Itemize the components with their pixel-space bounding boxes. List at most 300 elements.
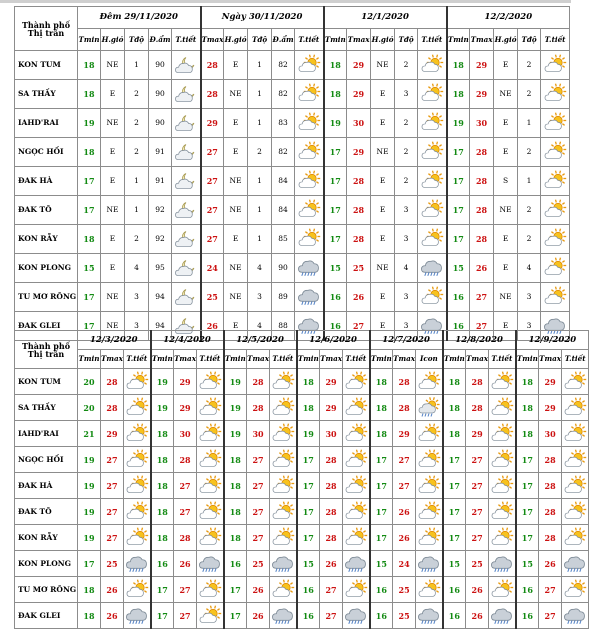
- wind-direction: NE: [224, 196, 248, 225]
- tmin-value: 17: [443, 447, 466, 473]
- humidity-value: 92: [149, 196, 172, 225]
- tmax-value: 27: [201, 167, 224, 196]
- partly-sunny-icon: [489, 581, 515, 599]
- tmax-value: 26: [247, 603, 270, 629]
- tmax-value: 28: [347, 167, 371, 196]
- weather-icon-cell: [197, 395, 224, 421]
- weather-icon-cell: [295, 254, 324, 283]
- partly-sunny-icon: [270, 503, 296, 521]
- tmin-value: 16: [297, 577, 320, 603]
- wind-speed: 4: [248, 312, 272, 341]
- tmin-value: 19: [151, 395, 174, 421]
- rain-cloud-icon: [343, 607, 369, 625]
- tmax-value: 28: [393, 369, 416, 395]
- tmin-value: 18: [151, 525, 174, 551]
- tmax-value: 28: [247, 395, 270, 421]
- weather-icon-cell: [541, 80, 570, 109]
- partly-sunny-icon: [489, 451, 515, 469]
- weather-icon-cell: [489, 603, 516, 629]
- partly-sunny-icon: [197, 451, 223, 469]
- tmin-value: 17: [324, 167, 347, 196]
- partly-sunny-icon: [197, 581, 223, 599]
- rain-cloud-icon: [489, 607, 515, 625]
- wind-direction: NE: [224, 283, 248, 312]
- tmin-value: 17: [447, 167, 470, 196]
- tmax-value: 28: [174, 447, 197, 473]
- wind-speed: 3: [395, 196, 418, 225]
- tmin-value: 18: [516, 395, 539, 421]
- tmax-value: 27: [466, 525, 489, 551]
- tmin-value: 17: [447, 225, 470, 254]
- partly-sunny-icon: [562, 451, 588, 469]
- city-name: ĐAK TÔ: [15, 499, 78, 525]
- weather-icon-cell: [295, 51, 324, 80]
- column-header: Tmin: [516, 350, 539, 369]
- tmin-value: 19: [78, 525, 101, 551]
- wind-speed: 2: [248, 138, 272, 167]
- weather-icon-cell: [562, 369, 589, 395]
- weather-icon-cell: [562, 577, 589, 603]
- weather-icon-cell: [562, 421, 589, 447]
- tmax-value: 28: [393, 395, 416, 421]
- wind-speed: 3: [125, 283, 149, 312]
- partly-sunny-icon: [418, 288, 446, 306]
- wind-direction: E: [371, 312, 395, 341]
- weather-icon-cell: [416, 447, 443, 473]
- partly-sunny-icon: [197, 607, 223, 625]
- weather-icon-cell: [124, 499, 151, 525]
- partly-sunny-icon: [124, 399, 150, 417]
- tmax-value: 27: [320, 603, 343, 629]
- table-row: [15, 577, 589, 603]
- wind-direction: NE: [224, 254, 248, 283]
- wind-direction: NE: [494, 283, 518, 312]
- weather-icon-cell: [343, 551, 370, 577]
- tmin-value: 17: [78, 283, 101, 312]
- tmax-value: 28: [320, 525, 343, 551]
- tmax-value: 26: [201, 312, 224, 341]
- tmin-value: 16: [224, 551, 247, 577]
- group-date-header: 12/9/2020: [516, 331, 589, 350]
- weather-icon-cell: [562, 447, 589, 473]
- tmax-value: 27: [393, 447, 416, 473]
- weather-icon-cell: [124, 369, 151, 395]
- partly-sunny-icon: [270, 581, 296, 599]
- tmin-value: 19: [78, 109, 101, 138]
- tmin-value: 15: [78, 254, 101, 283]
- column-header: Tmin: [370, 350, 393, 369]
- tmax-value: 28: [201, 51, 224, 80]
- tmin-value: 17: [370, 447, 393, 473]
- tmax-value: 25: [393, 577, 416, 603]
- wind-direction: E: [371, 109, 395, 138]
- humidity-value: 89: [272, 283, 295, 312]
- wind-direction: E: [371, 283, 395, 312]
- wind-direction: NE: [224, 80, 248, 109]
- top-border: [0, 0, 571, 3]
- forecast-table-2: [14, 330, 589, 629]
- tmax-value: 28: [466, 369, 489, 395]
- partly-sunny-icon: [541, 172, 569, 190]
- partly-sunny-icon: [343, 373, 369, 391]
- tmax-value: 27: [247, 447, 270, 473]
- partly-sunny-icon: [124, 529, 150, 547]
- tmin-value: 19: [224, 421, 247, 447]
- column-header: Tmax: [201, 29, 224, 51]
- tmin-value: 19: [78, 499, 101, 525]
- tmin-value: 19: [324, 109, 347, 138]
- weather-icon-cell: [489, 395, 516, 421]
- city-name: KON TUM: [15, 51, 78, 80]
- tmax-value: 27: [466, 473, 489, 499]
- humidity-value: 90: [149, 80, 172, 109]
- wind-speed: 3: [248, 283, 272, 312]
- partly-sunny-icon: [197, 529, 223, 547]
- table-row: [15, 447, 589, 473]
- tmin-value: 21: [78, 421, 101, 447]
- weather-icon-cell: [489, 447, 516, 473]
- tmin-value: 17: [324, 225, 347, 254]
- weather-icon-cell: [270, 525, 297, 551]
- partly-sunny-icon: [418, 85, 446, 103]
- weather-icon-cell: [418, 225, 447, 254]
- weather-icon-cell: [418, 109, 447, 138]
- tmax-value: 28: [320, 447, 343, 473]
- table-row: [15, 138, 570, 167]
- tmin-value: 17: [370, 473, 393, 499]
- tmax-value: 30: [347, 109, 371, 138]
- weather-icon-cell: [295, 225, 324, 254]
- column-header: Tmax: [393, 350, 416, 369]
- weather-icon-cell: [416, 395, 443, 421]
- wind-direction: E: [494, 51, 518, 80]
- rain-cloud-icon: [489, 555, 515, 573]
- weather-icon-cell: [418, 138, 447, 167]
- weather-icon-cell: [541, 51, 570, 80]
- weather-icon-cell: [489, 473, 516, 499]
- partly-sunny-icon: [124, 477, 150, 495]
- tmin-value: 16: [447, 283, 470, 312]
- weather-icon-cell: [295, 283, 324, 312]
- tmin-value: 16: [297, 603, 320, 629]
- city-name: KON RẪY: [15, 225, 78, 254]
- humidity-value: 84: [272, 167, 295, 196]
- partly-sunny-icon: [418, 143, 446, 161]
- tmax-value: 30: [470, 109, 494, 138]
- wind-speed: 4: [518, 254, 541, 283]
- partly-sunny-icon: [541, 201, 569, 219]
- group-date-header: Ngày 30/11/2020: [201, 7, 324, 29]
- wind-speed: 2: [518, 138, 541, 167]
- partly-sunny-icon: [197, 477, 223, 495]
- tmin-value: 15: [324, 254, 347, 283]
- weather-icon-cell: [295, 167, 324, 196]
- partly-sunny-icon: [295, 114, 323, 132]
- weather-icon-cell: [124, 525, 151, 551]
- partly-sunny-icon: [343, 477, 369, 495]
- rain-cloud-icon: [124, 607, 150, 625]
- tmax-value: 26: [101, 603, 124, 629]
- tmin-value: 17: [297, 473, 320, 499]
- weather-icon-cell: [489, 525, 516, 551]
- partly-sunny-icon: [197, 373, 223, 391]
- humidity-value: 82: [272, 51, 295, 80]
- table-row: [15, 51, 570, 80]
- tmin-value: 17: [370, 499, 393, 525]
- partly-sunny-icon: [416, 503, 442, 521]
- tmax-value: 27: [347, 312, 371, 341]
- group-date-header: 12/5/2020: [224, 331, 297, 350]
- wind-direction: E: [224, 312, 248, 341]
- wind-direction: E: [224, 138, 248, 167]
- tmax-value: 28: [539, 447, 562, 473]
- tmax-value: 25: [347, 254, 371, 283]
- group-date-header: Đêm 29/11/2020: [78, 7, 201, 29]
- tmin-value: 17: [516, 525, 539, 551]
- weather-icon-cell: [197, 603, 224, 629]
- partly-sunny-icon: [124, 451, 150, 469]
- tmin-value: 18: [151, 473, 174, 499]
- tmin-value: 16: [370, 577, 393, 603]
- tmin-value: 17: [78, 167, 101, 196]
- column-header: Tmax: [101, 350, 124, 369]
- wind-speed: 3: [518, 283, 541, 312]
- wind-speed: 1: [248, 196, 272, 225]
- tmax-value: 28: [347, 196, 371, 225]
- weather-icon-cell: [416, 421, 443, 447]
- tmax-value: 28: [174, 525, 197, 551]
- group-date-header: 12/7/2020: [370, 331, 443, 350]
- weather-icon-cell: [172, 138, 201, 167]
- weather-icon-cell: [172, 196, 201, 225]
- tmin-value: 17: [151, 603, 174, 629]
- humidity-value: 82: [272, 138, 295, 167]
- tmax-value: 28: [201, 80, 224, 109]
- partly-sunny-icon: [489, 503, 515, 521]
- city-name: TU MƠ RÔNG: [15, 577, 78, 603]
- tmax-value: 25: [201, 283, 224, 312]
- tmax-value: 26: [470, 254, 494, 283]
- rain-cloud-icon: [124, 555, 150, 573]
- tmin-value: 17: [297, 447, 320, 473]
- city-name: ĐAK GLEI: [15, 312, 78, 341]
- partly-sunny-icon: [541, 114, 569, 132]
- wind-direction: E: [371, 80, 395, 109]
- partly-sunny-icon: [541, 288, 569, 306]
- tmax-value: 30: [174, 421, 197, 447]
- tmin-value: 16: [324, 312, 347, 341]
- weather-icon-cell: [270, 447, 297, 473]
- weather-icon-cell: [416, 499, 443, 525]
- wind-direction: E: [224, 109, 248, 138]
- weather-icon-cell: [416, 551, 443, 577]
- humidity-value: 92: [149, 225, 172, 254]
- weather-icon-cell: [124, 603, 151, 629]
- partly-sunny-icon: [562, 373, 588, 391]
- partly-sunny-icon: [541, 230, 569, 248]
- partly-sunny-icon: [343, 529, 369, 547]
- tmin-value: 16: [151, 551, 174, 577]
- sun-shower-icon: [416, 399, 442, 417]
- weather-icon-cell: [270, 421, 297, 447]
- partly-sunny-icon: [489, 529, 515, 547]
- group-date-header: 12/1/2020: [324, 7, 447, 29]
- tmin-value: 15: [447, 254, 470, 283]
- weather-icon-cell: [343, 421, 370, 447]
- column-header: Tmax: [539, 350, 562, 369]
- tmin-value: 18: [151, 421, 174, 447]
- tmin-value: 17: [447, 138, 470, 167]
- partly-sunny-icon: [295, 85, 323, 103]
- wind-speed: 1: [518, 109, 541, 138]
- wind-speed: 3: [395, 225, 418, 254]
- city-name: IAHD'RAI: [15, 109, 78, 138]
- partly-sunny-icon: [343, 425, 369, 443]
- weather-icon-cell: [124, 447, 151, 473]
- tmax-value: 28: [320, 473, 343, 499]
- wind-direction: NE: [101, 51, 125, 80]
- partly-sunny-icon: [541, 85, 569, 103]
- weather-icon-cell: [541, 109, 570, 138]
- table-row: [15, 499, 589, 525]
- weather-icon-cell: [418, 283, 447, 312]
- wind-direction: E: [494, 254, 518, 283]
- weather-icon-cell: [489, 551, 516, 577]
- table-row: [15, 196, 570, 225]
- tmax-value: 27: [247, 473, 270, 499]
- tmin-value: 17: [151, 577, 174, 603]
- weather-icon-cell: [489, 369, 516, 395]
- weather-icon-cell: [416, 369, 443, 395]
- partly-sunny-icon: [416, 529, 442, 547]
- column-header: Tmin: [447, 29, 470, 51]
- tmin-value: 18: [151, 499, 174, 525]
- partly-sunny-icon: [489, 425, 515, 443]
- weather-icon-cell: [418, 80, 447, 109]
- column-header: Tmax: [466, 350, 489, 369]
- partly-sunny-icon: [343, 581, 369, 599]
- weather-icon-cell: [270, 369, 297, 395]
- weather-icon-cell: [489, 421, 516, 447]
- column-header: Tmin: [297, 350, 320, 369]
- tmin-value: 18: [224, 525, 247, 551]
- partly-sunny-icon: [541, 56, 569, 74]
- city-name: ĐAK HÀ: [15, 473, 78, 499]
- humidity-value: 83: [272, 109, 295, 138]
- weather-icon-cell: [343, 369, 370, 395]
- column-header: Tmin: [224, 350, 247, 369]
- wind-speed: 1: [518, 167, 541, 196]
- weather-icon-cell: [343, 577, 370, 603]
- partly-sunny-icon: [343, 503, 369, 521]
- weather-icon-cell: [124, 473, 151, 499]
- partly-sunny-icon: [418, 172, 446, 190]
- weather-icon-cell: [172, 283, 201, 312]
- group-date-header: 12/4/2020: [151, 331, 224, 350]
- tmin-value: 18: [151, 447, 174, 473]
- moon-cloud-icon: [172, 172, 200, 190]
- tmax-value: 28: [466, 395, 489, 421]
- tmin-value: 19: [297, 421, 320, 447]
- table-row: [15, 254, 570, 283]
- tmin-value: 15: [370, 551, 393, 577]
- group-date-header: 12/3/2020: [78, 331, 151, 350]
- wind-speed: 2: [395, 167, 418, 196]
- weather-icon-cell: [562, 473, 589, 499]
- weather-icon-cell: [541, 138, 570, 167]
- partly-sunny-icon: [416, 425, 442, 443]
- partly-sunny-icon: [416, 477, 442, 495]
- tmin-value: 17: [443, 499, 466, 525]
- tmax-value: 26: [539, 551, 562, 577]
- partly-sunny-icon: [295, 201, 323, 219]
- tmin-value: 18: [78, 577, 101, 603]
- weather-icon-cell: [270, 395, 297, 421]
- weather-icon-cell: [343, 525, 370, 551]
- group-date-header: 12/8/2020: [443, 331, 516, 350]
- tmin-value: 19: [447, 109, 470, 138]
- tmin-value: 20: [78, 369, 101, 395]
- humidity-value: 85: [272, 225, 295, 254]
- tmin-value: 18: [78, 138, 101, 167]
- city-name: ĐAK GLEI: [15, 603, 78, 629]
- partly-sunny-icon: [541, 143, 569, 161]
- partly-sunny-icon: [343, 451, 369, 469]
- column-header: T.tiết: [172, 29, 201, 51]
- tmax-value: 28: [539, 499, 562, 525]
- tmin-value: 18: [324, 51, 347, 80]
- tmin-value: 18: [516, 421, 539, 447]
- partly-sunny-icon: [295, 143, 323, 161]
- rain-cloud-icon: [270, 555, 296, 573]
- weather-icon-cell: [562, 395, 589, 421]
- tmax-value: 29: [539, 369, 562, 395]
- tmin-value: 15: [297, 551, 320, 577]
- wind-speed: 2: [125, 225, 149, 254]
- wind-speed: 2: [518, 196, 541, 225]
- humidity-value: 88: [272, 312, 295, 341]
- tmax-value: 25: [393, 603, 416, 629]
- column-header: Tmin: [78, 29, 101, 51]
- weather-icon-cell: [172, 51, 201, 80]
- weather-icon-cell: [343, 395, 370, 421]
- partly-sunny-icon: [295, 56, 323, 74]
- rain-cloud-icon: [343, 555, 369, 573]
- weather-icon-cell: [197, 369, 224, 395]
- partly-sunny-icon: [418, 201, 446, 219]
- wind-direction: NE: [224, 167, 248, 196]
- weather-icon-cell: [489, 577, 516, 603]
- tmax-value: 27: [101, 499, 124, 525]
- column-header: Icon: [416, 350, 443, 369]
- table-row: [15, 369, 589, 395]
- tmax-value: 24: [393, 551, 416, 577]
- weather-icon-cell: [295, 138, 324, 167]
- partly-sunny-icon: [489, 477, 515, 495]
- tmin-value: 18: [78, 51, 101, 80]
- tmax-value: 27: [320, 577, 343, 603]
- partly-sunny-icon: [295, 172, 323, 190]
- tmin-value: 18: [370, 421, 393, 447]
- weather-icon-cell: [197, 525, 224, 551]
- tmax-value: 26: [101, 577, 124, 603]
- tmin-value: 17: [516, 473, 539, 499]
- partly-sunny-icon: [270, 477, 296, 495]
- rain-cloud-icon: [295, 288, 323, 306]
- tmax-value: 29: [101, 421, 124, 447]
- partly-sunny-icon: [416, 373, 442, 391]
- weather-icon-cell: [295, 196, 324, 225]
